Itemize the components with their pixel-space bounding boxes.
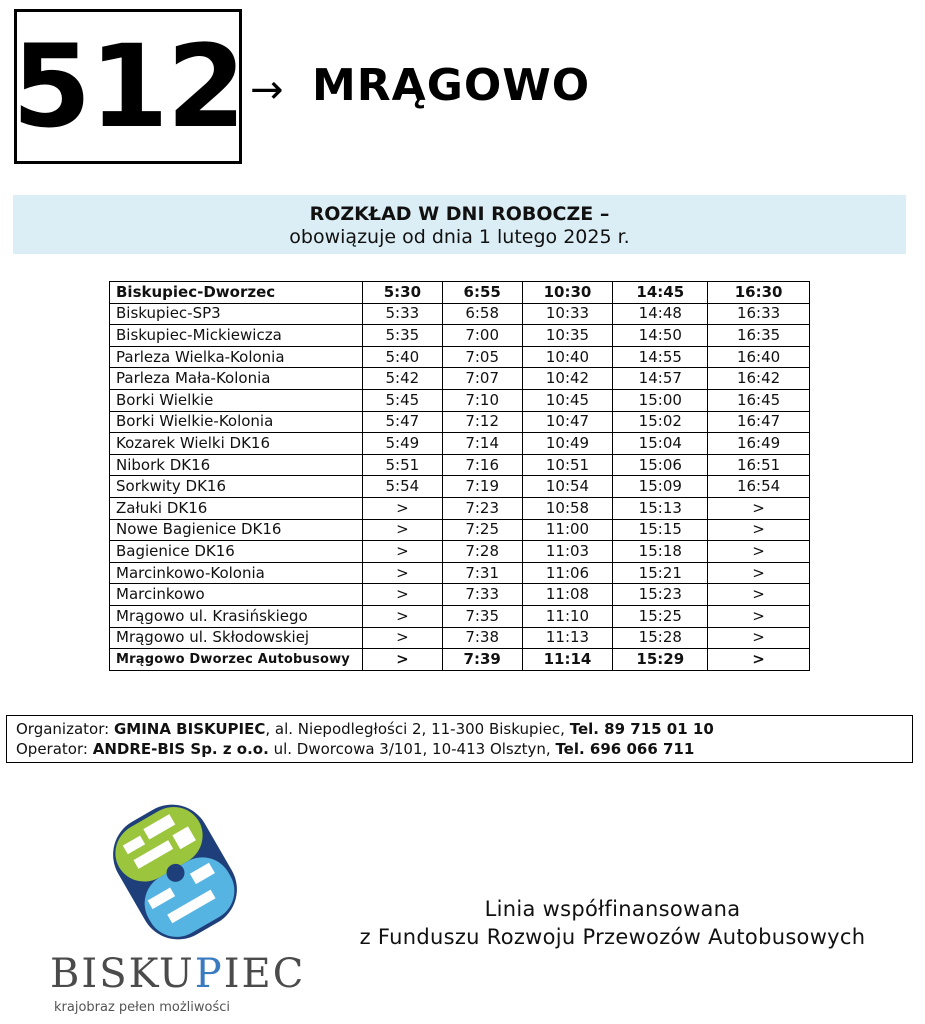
- departure-time: 11:06: [522, 562, 613, 584]
- timetable-row: [110, 389, 810, 411]
- departure-time: 7:07: [442, 368, 522, 390]
- departure-time: >: [708, 649, 810, 671]
- departure-time: 5:42: [362, 368, 442, 390]
- departure-time: 11:13: [522, 627, 613, 649]
- brand-name-part1: BISKU: [50, 951, 195, 997]
- departure-time: 5:51: [362, 454, 442, 476]
- departure-time: 16:51: [708, 454, 810, 476]
- departure-time: 5:49: [362, 433, 442, 455]
- stop-name: Marcinkowo-Kolonia: [110, 562, 363, 584]
- departure-time: >: [362, 627, 442, 649]
- stop-name: Biskupiec-SP3: [110, 303, 363, 325]
- stop-name: Bagienice DK16: [110, 541, 363, 563]
- departure-time: 15:25: [613, 605, 708, 627]
- departure-time: 15:29: [613, 649, 708, 671]
- departure-time: 10:45: [522, 389, 613, 411]
- departure-time: 11:03: [522, 541, 613, 563]
- departure-time: 7:19: [442, 476, 522, 498]
- departure-time: >: [362, 541, 442, 563]
- timetable-row: [110, 325, 810, 347]
- departure-time: 15:06: [613, 454, 708, 476]
- stop-name: Mrągowo ul. Skłodowskiej: [110, 627, 363, 649]
- departure-time: 7:23: [442, 497, 522, 519]
- timetable-row: [110, 605, 810, 627]
- departure-time: 10:49: [522, 433, 613, 455]
- departure-time: 11:10: [522, 605, 613, 627]
- departure-time: >: [362, 584, 442, 606]
- schedule-validity: obowiązuje od dnia 1 lutego 2025 r.: [289, 226, 630, 248]
- stop-name: Sorkwity DK16: [110, 476, 363, 498]
- departure-time: >: [708, 497, 810, 519]
- stop-name: Załuki DK16: [110, 497, 363, 519]
- departure-time: 10:51: [522, 454, 613, 476]
- departure-time: >: [362, 605, 442, 627]
- timetable-body: [110, 282, 810, 671]
- timetable-row: [110, 346, 810, 368]
- departure-time: 15:02: [613, 411, 708, 433]
- line-number: 512: [12, 19, 244, 153]
- timetable-row: [110, 303, 810, 325]
- departure-time: 7:39: [442, 649, 522, 671]
- departure-time: 10:42: [522, 368, 613, 390]
- stop-name: Mrągowo ul. Krasińskiego: [110, 605, 363, 627]
- schedule-title: ROZKŁAD W DNI ROBOCZE –: [309, 203, 610, 225]
- contact-info-box: [6, 715, 913, 763]
- timetable-row: [110, 497, 810, 519]
- brand-tagline: krajobraz pełen możliwości: [54, 1000, 231, 1015]
- departure-time: 5:35: [362, 325, 442, 347]
- departure-time: 5:47: [362, 411, 442, 433]
- departure-time: 15:28: [613, 627, 708, 649]
- cofunding-line1: Linia współfinansowana: [484, 897, 741, 921]
- brand-name-accent: P: [194, 951, 224, 997]
- stop-name: Biskupiec-Dworzec: [110, 282, 363, 304]
- departure-time: 11:00: [522, 519, 613, 541]
- departure-time: >: [708, 541, 810, 563]
- departure-time: 15:15: [613, 519, 708, 541]
- departure-time: >: [362, 649, 442, 671]
- departure-time: 7:10: [442, 389, 522, 411]
- timetable-row: [110, 541, 810, 563]
- timetable-row: [110, 454, 810, 476]
- stop-name: Mrągowo Dworzec Autobusowy: [110, 649, 363, 671]
- departure-time: 15:18: [613, 541, 708, 563]
- departure-time: 11:14: [522, 649, 613, 671]
- destination-title: MRĄGOWO: [312, 60, 591, 111]
- stop-name: Biskupiec-Mickiewicza: [110, 325, 363, 347]
- departure-time: 7:28: [442, 541, 522, 563]
- departure-time: 10:30: [522, 282, 613, 304]
- departure-time: 15:00: [613, 389, 708, 411]
- departure-time: 6:55: [442, 282, 522, 304]
- organizer-line: [16, 719, 903, 739]
- departure-time: 10:40: [522, 346, 613, 368]
- operator-name: ANDRE-BIS Sp. z o.o.: [92, 740, 269, 758]
- stop-name: Borki Wielkie: [110, 389, 363, 411]
- departure-time: 7:12: [442, 411, 522, 433]
- departure-time: 16:49: [708, 433, 810, 455]
- departure-time: 14:55: [613, 346, 708, 368]
- stop-name: Borki Wielkie-Kolonia: [110, 411, 363, 433]
- departure-time: 15:09: [613, 476, 708, 498]
- stop-name: Marcinkowo: [110, 584, 363, 606]
- timetable-row: [110, 562, 810, 584]
- stop-name: Nibork DK16: [110, 454, 363, 476]
- departure-time: 10:35: [522, 325, 613, 347]
- departure-time: 14:48: [613, 303, 708, 325]
- departure-time: 16:33: [708, 303, 810, 325]
- departure-time: 7:38: [442, 627, 522, 649]
- departure-time: 11:08: [522, 584, 613, 606]
- organizer-label: Organizator:: [16, 720, 110, 738]
- departure-time: 16:45: [708, 389, 810, 411]
- departure-time: >: [708, 605, 810, 627]
- departure-time: 5:54: [362, 476, 442, 498]
- timetable-row: [110, 584, 810, 606]
- departure-time: 6:58: [442, 303, 522, 325]
- departure-time: 15:23: [613, 584, 708, 606]
- departure-time: >: [708, 519, 810, 541]
- departure-time: 10:54: [522, 476, 613, 498]
- departure-time: 7:00: [442, 325, 522, 347]
- departure-time: 7:35: [442, 605, 522, 627]
- departure-time: 7:05: [442, 346, 522, 368]
- brand-name: [50, 951, 306, 997]
- departure-time: 7:33: [442, 584, 522, 606]
- departure-time: 7:31: [442, 562, 522, 584]
- departure-time: 10:58: [522, 497, 613, 519]
- departure-time: 15:21: [613, 562, 708, 584]
- timetable-row: [110, 476, 810, 498]
- departure-time: 10:47: [522, 411, 613, 433]
- departure-time: >: [708, 584, 810, 606]
- operator-line: [16, 739, 903, 759]
- timetable-row: [110, 368, 810, 390]
- cofunding-note: [300, 895, 925, 951]
- departure-time: 14:57: [613, 368, 708, 390]
- departure-time: 16:40: [708, 346, 810, 368]
- departure-time: 16:30: [708, 282, 810, 304]
- departure-time: 7:25: [442, 519, 522, 541]
- operator-label: Operator:: [16, 740, 88, 758]
- departure-time: >: [362, 562, 442, 584]
- timetable-row: [110, 282, 810, 304]
- stop-name: Parleza Mała-Kolonia: [110, 368, 363, 390]
- departure-time: >: [362, 497, 442, 519]
- departure-time: 15:13: [613, 497, 708, 519]
- organizer-name: GMINA BISKUPIEC: [113, 720, 266, 738]
- stop-name: Nowe Bagienice DK16: [110, 519, 363, 541]
- departure-time: >: [708, 562, 810, 584]
- operator-address: ul. Dworcowa 3/101, 10-413 Olsztyn,: [268, 740, 551, 758]
- departure-time: 5:40: [362, 346, 442, 368]
- departure-time: 16:35: [708, 325, 810, 347]
- departure-time: 5:33: [362, 303, 442, 325]
- biskupiec-logo-icon: [95, 797, 255, 947]
- cofunding-line2: z Funduszu Rozwoju Przewozów Autobusowych: [359, 925, 866, 949]
- timetable-row: [110, 627, 810, 649]
- schedule-banner: [13, 195, 906, 254]
- departure-time: 5:30: [362, 282, 442, 304]
- departure-time: 7:16: [442, 454, 522, 476]
- departure-time: 15:04: [613, 433, 708, 455]
- departure-time: 14:50: [613, 325, 708, 347]
- timetable-row: [110, 411, 810, 433]
- departure-time: 14:45: [613, 282, 708, 304]
- brand-name-part2: IEC: [223, 951, 306, 997]
- timetable-row: [110, 649, 810, 671]
- departure-time: >: [708, 627, 810, 649]
- departure-time: 16:47: [708, 411, 810, 433]
- line-number-box: [14, 9, 242, 164]
- operator-phone: Tel. 696 066 711: [555, 740, 695, 758]
- timetable: [109, 281, 810, 671]
- stop-name: Kozarek Wielki DK16: [110, 433, 363, 455]
- departure-time: 16:42: [708, 368, 810, 390]
- timetable-row: [110, 519, 810, 541]
- organizer-address: , al. Niepodległości 2, 11-300 Biskupiec,: [265, 720, 565, 738]
- departure-time: 5:45: [362, 389, 442, 411]
- organizer-phone: Tel. 89 715 01 10: [569, 720, 714, 738]
- departure-time: 7:14: [442, 433, 522, 455]
- departure-time: 10:33: [522, 303, 613, 325]
- departure-time: 16:54: [708, 476, 810, 498]
- direction-arrow: →: [250, 67, 284, 113]
- timetable-row: [110, 433, 810, 455]
- stop-name: Parleza Wielka-Kolonia: [110, 346, 363, 368]
- departure-time: >: [362, 519, 442, 541]
